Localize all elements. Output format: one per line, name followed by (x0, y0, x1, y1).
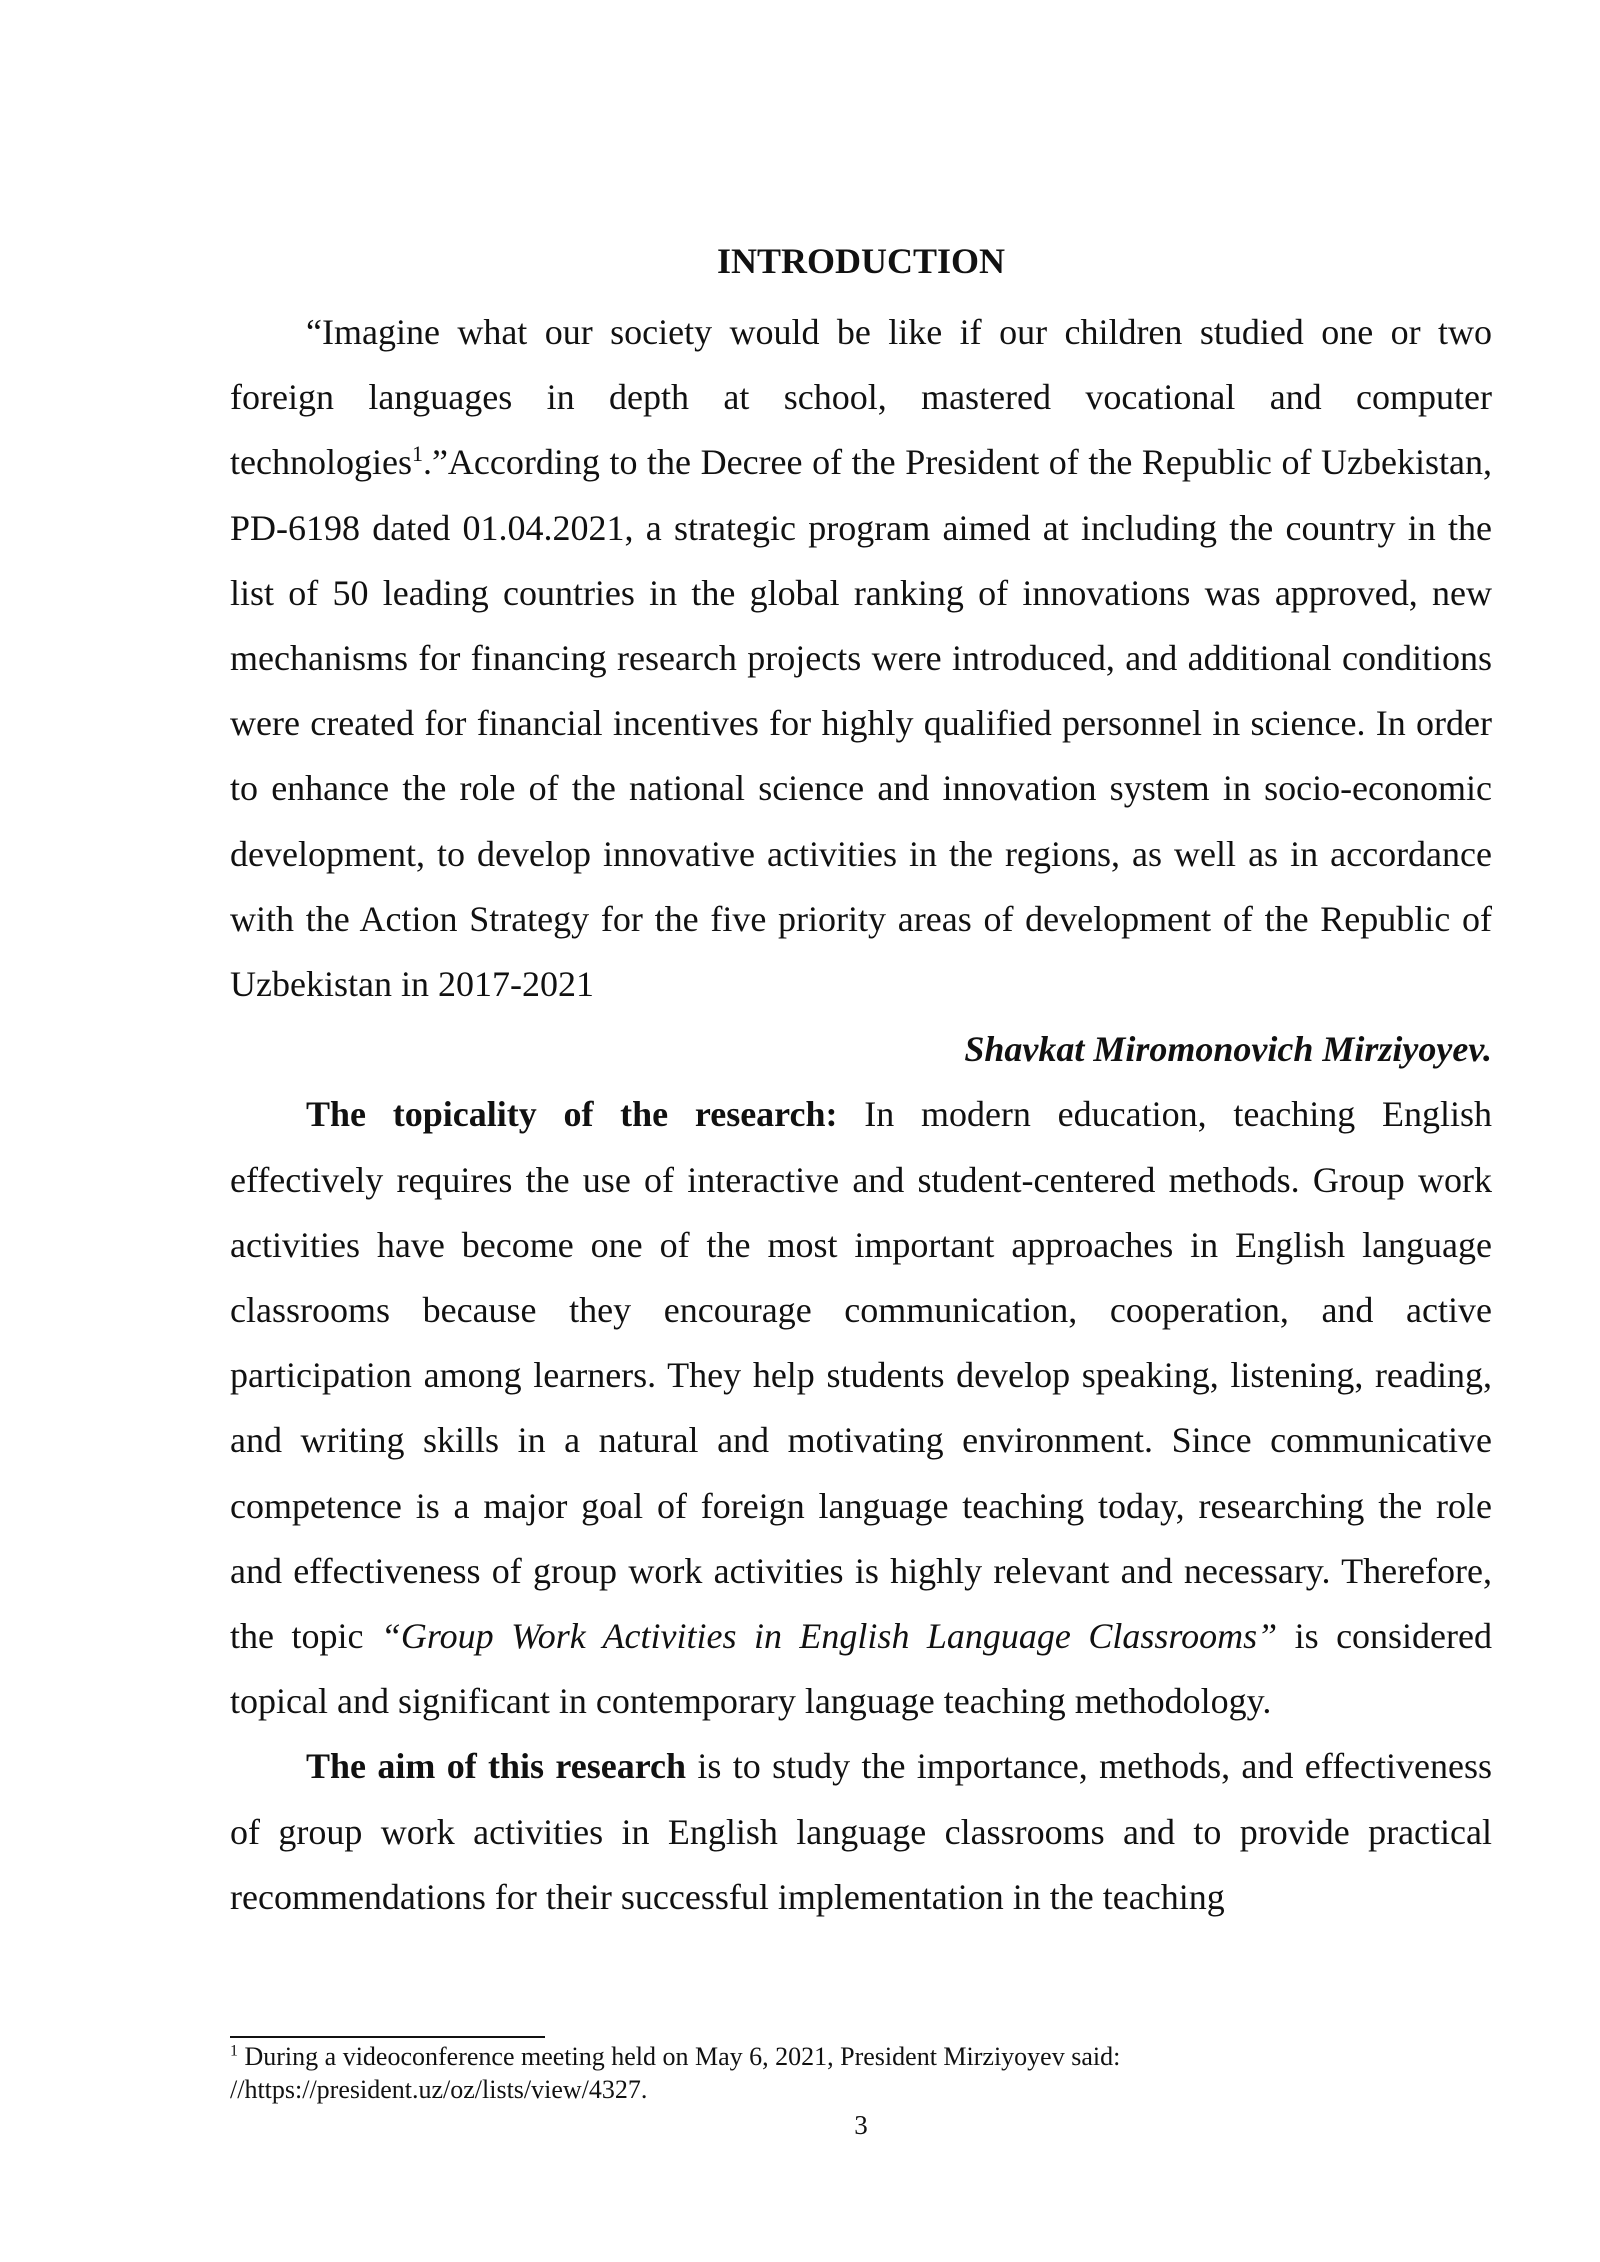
footnote-text: During a videoconference meeting held on May 6, 2021, President Mirziyoyev said: (238, 2042, 1121, 2071)
aim-text: is to study the importance, methods, and effectiveness of group work activities in English language classrooms and to provide practical recommendations for their successful implementation in the teaching (230, 1746, 1492, 1917)
topicality-heading: The topicality of the research: (306, 1094, 838, 1135)
page-number: 3 (854, 2110, 868, 2140)
footnote-link[interactable]: //https://president.uz/oz/lists/view/4327. (230, 2075, 648, 2104)
footnote-line-1 (230, 2040, 1492, 2073)
footnote (230, 2040, 1492, 2106)
page-body (230, 236, 1492, 1930)
topicality-text-start: In modern education, teaching English effectively requires the use of interactive and student-centered methods. Group work activities have become one of the most important approaches in English language classrooms because they encourage communication, cooperation, and active participation among learners. They help students develop speaking, listening, reading, and writing skills in a natural and motivating environment. Since communicative competence is a major goal of foreign language teaching today, researching the role and effectiveness of group work activities is highly relevant and necessary. Therefore, the topic (230, 1094, 1492, 1657)
quote-signature: Shavkat Miromonovich Mirziyoyev. (964, 1029, 1492, 1070)
quote-text-end: .”According to the Decree of the President of the Republic of Uzbekistan, PD-6198 dated 01.04.2021, a strategic program aimed at including the country in the list of 50 leading countries in the global ranking of innovations was approved, new mechanisms for financing research projects were introduced, and additional conditions were created for financial incentives for highly qualified personnel in science. In order to enhance the role of the national science and innovation system in socio-economic development, to develop innovative activities in the regions, as well as in accordance with the Action Strategy for the five priority areas of development of the Republic of Uzbekistan in 2017-2021 (230, 442, 1492, 1005)
footnote-number: 1 (230, 2042, 238, 2060)
topicality-text-end: is considered topical and significant in contemporary language teaching methodology. (230, 1616, 1493, 1722)
topic-title: “Group Work Activities in English Language Classrooms” (380, 1616, 1278, 1657)
paragraph-topicality (230, 1082, 1492, 1734)
footnote-separator (230, 2036, 545, 2038)
footnote-reference[interactable]: 1 (411, 441, 423, 467)
section-title: INTRODUCTION (716, 241, 1006, 281)
aim-heading: The aim of this research (306, 1746, 687, 1787)
paragraph-aim (230, 1734, 1492, 1930)
paragraph-quote (230, 300, 1492, 1017)
quote-text-start: “Imagine what our society would be like if our children studied one or two foreign languages in depth at school, mastered vocational and computer technologies (230, 312, 1492, 483)
